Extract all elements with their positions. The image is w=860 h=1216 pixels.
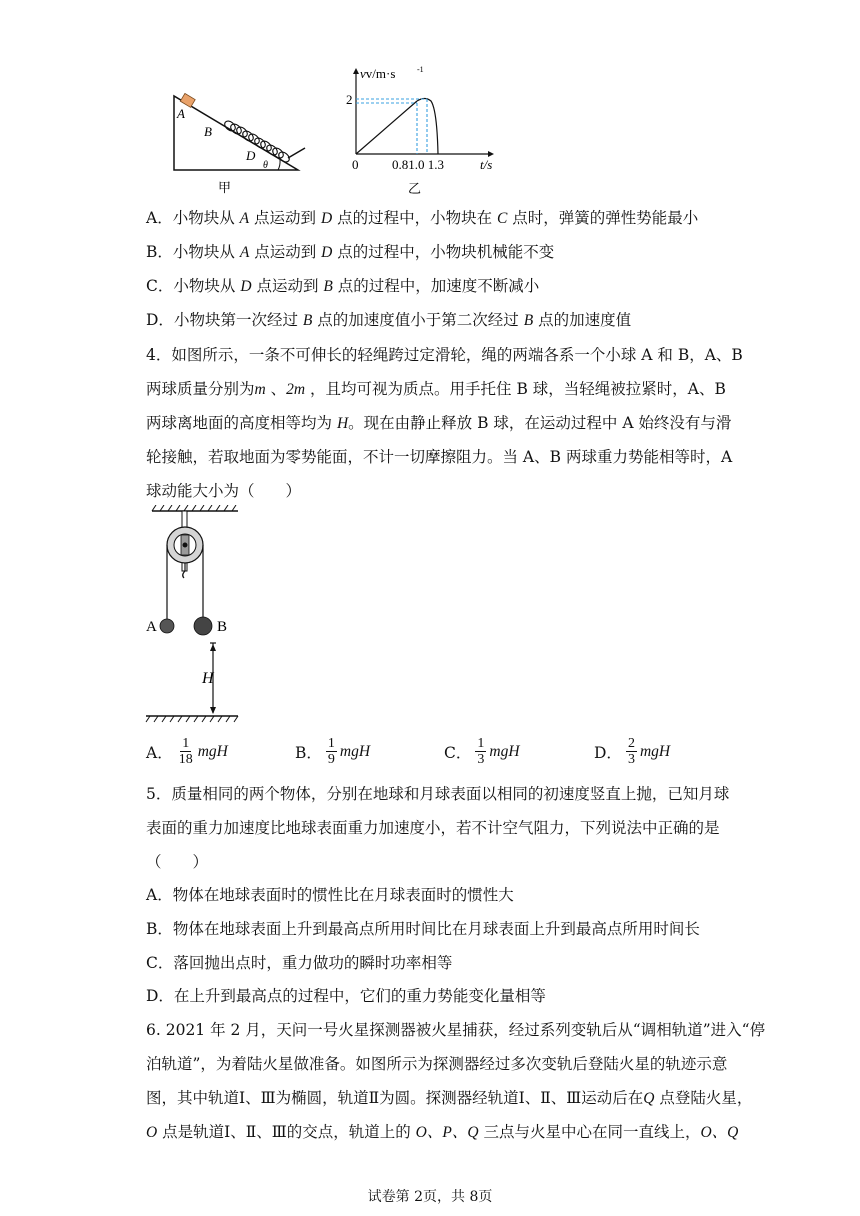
q5-stem-line3: （ ） — [146, 853, 209, 871]
q4-option-c: C． $\frac{1}{3}$ mgH — [444, 736, 520, 767]
label-theta: θ — [263, 160, 268, 171]
q4-option-b: B． $\frac{1}{9}$ mgH — [295, 736, 371, 767]
q5-stem-line1: 5．质量相同的两个物体，分别在地球和月球表面以相同的初速度竖直上抛，已知月球 — [146, 785, 730, 803]
figure1-caption: 甲 — [218, 180, 232, 195]
x-axis-label: t/s — [480, 157, 493, 172]
ball-b-label: B — [217, 619, 228, 635]
q3-option-c: C．小物块从 D 点运动到 B 点的过程中，加速度不断减小 — [146, 277, 540, 295]
incline-spring-figure — [160, 88, 310, 196]
label-a: A — [177, 106, 185, 121]
y-tick-2: 2 — [346, 92, 353, 107]
q5-option-b: B．物体在地球表面上升到最高点所用时间比在月球表面上升到最高点所用时间长 — [146, 920, 700, 938]
q4-stem-line3: 两球离地面的高度相等均为 H。现在由静止释放 B 球，在运动过程中 A 始终没有与滑 — [146, 414, 732, 432]
label-d: D — [246, 148, 256, 163]
q3-option-b: B．小物块从 A 点运动到 D 点的过程中，小物块机械能不变 — [146, 243, 555, 261]
ball-a-label: A — [146, 619, 157, 635]
q4-option-a: A． $\frac{1}{18}$ mgH — [146, 736, 228, 767]
q5-option-d: D．在上升到最高点的过程中，它们的重力势能变化量相等 — [146, 987, 546, 1005]
q5-option-c: C．落回抛出点时，重力做功的瞬时功率相等 — [146, 954, 453, 972]
q6-stem-line4: O 点是轨道Ⅰ、Ⅱ、Ⅲ的交点，轨道上的 O、P、Q 三点与火星中心在同一直线上，O、Q — [146, 1123, 739, 1141]
height-label: H — [202, 670, 214, 687]
q3-option-a: A．小物块从 A 点运动到 D 点的过程中，小物块在 C 点时，弹簧的弹性势能最小 — [146, 209, 699, 227]
q4-stem-line5: 球动能大小为（ ） — [146, 482, 302, 500]
q6-stem-line1: 6. 2021 年 2 月，天问一号火星探测器被火星捕获，经过系列变轨后从“调相轨道”进入“停 — [146, 1021, 766, 1039]
page-footer: 试卷第 2页，共 8页 — [367, 1189, 493, 1205]
q4-stem-line4: 轮接触，若取地面为零势能面，不计一切摩擦阻力。当 A、B 两球重力势能相等时，A — [146, 448, 733, 466]
y-axis-unit-exponent: -1 — [417, 65, 424, 74]
q4-stem-line2: 两球质量分别为m 、2m ，且均可视为质点。用手托住 B 球，当轻绳被拉紧时，A、B — [146, 380, 726, 398]
q6-stem-line3: 图，其中轨道Ⅰ、Ⅲ为椭圆，轨道Ⅱ为圆。探测器经轨道Ⅰ、Ⅱ、Ⅲ运动后在Q 点登陆火星， — [146, 1089, 753, 1107]
origin-label: 0 — [352, 157, 359, 172]
q6-stem-line2: 泊轨道”，为着陆火星做准备。如图所示为探测器经过多次变轨后登陆火星的轨迹示意 — [146, 1055, 728, 1073]
y-axis-label: vv/m·s — [360, 66, 396, 81]
velocity-time-graph — [340, 62, 510, 196]
q5-option-a: A．物体在地球表面时的惯性比在月球表面时的惯性大 — [146, 886, 514, 904]
figure2-caption: 乙 — [408, 181, 422, 196]
q5-stem-line2: 表面的重力加速度比地球表面重力加速度小，若不计空气阻力，下列说法中正确的是 — [146, 819, 720, 837]
label-b: B — [204, 124, 212, 139]
pulley-figure — [140, 505, 250, 727]
q4-option-d: D． $\frac{2}{3}$ mgH — [594, 736, 671, 767]
q3-option-d: D．小物块第一次经过 B 点的加速度值小于第二次经过 B 点的加速度值 — [146, 311, 632, 329]
x-tick-labels: 0.81.0 1.3 — [392, 157, 444, 172]
q4-stem-line1: 4．如图所示，一条不可伸长的轻绳跨过定滑轮，绳的两端各系一个小球 A 和 B，A、B — [146, 346, 743, 364]
